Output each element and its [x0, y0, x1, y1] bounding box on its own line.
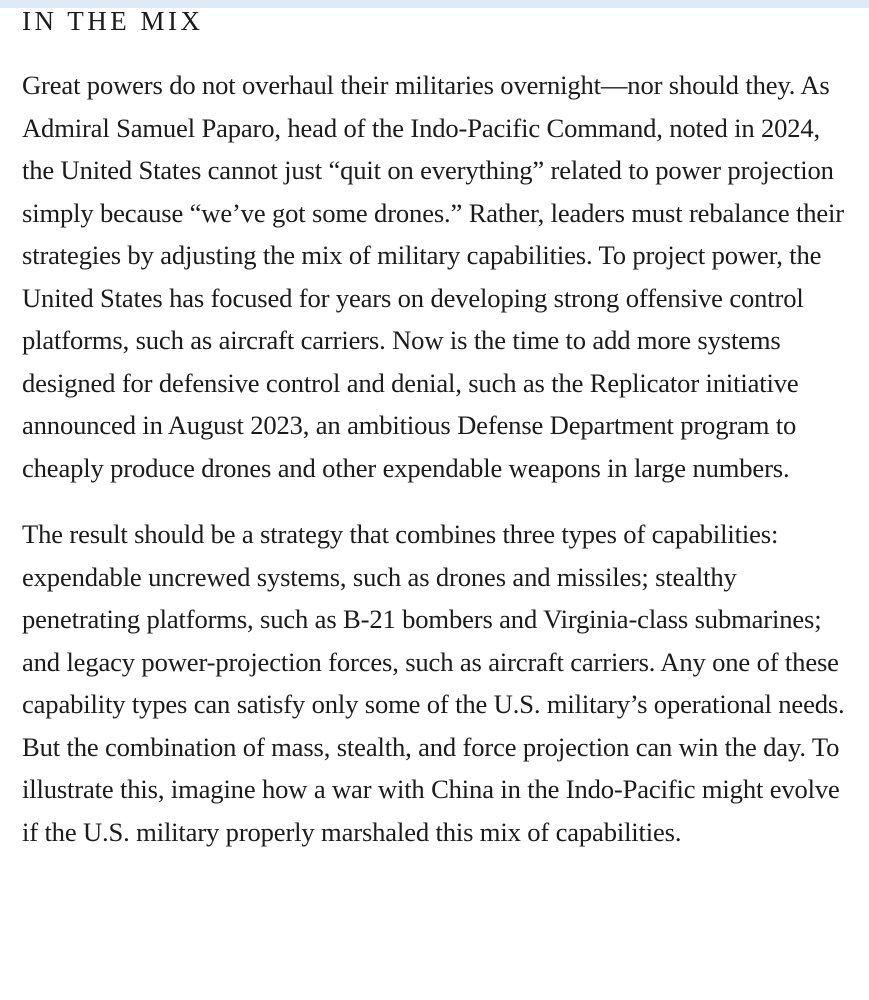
article-body	[22, 0, 852, 853]
section-heading: IN THE MIX	[22, 6, 204, 36]
article-paragraph-1: Great powers do not overhaul their militaries overnight—nor should they. As Admiral Samuel Paparo, head of the Indo-Pacific Command, noted in 2024, the United States cannot just “quit on everything” related to power projection simply because “we’ve got some drones.” Rather, leaders must rebalance their strategies by adjusting the mix of military capabilities. To project power, the United States has focused for years on developing strong offensive control platforms, such as aircraft carriers. Now is the time to add more systems designed for defensive control and denial, such as the Replicator initiative announced in August 2023, an ambitious Defense Department program to cheaply produce drones and other expendable weapons in large numbers.	[22, 70, 844, 483]
article-paragraph-2: The result should be a strategy that combines three types of capabilities: expendable uncrewed systems, such as drones and missiles; stealthy penetrating platforms, such as B-21 bombers and Virginia-class submarines; and legacy power-projection forces, such as aircraft carriers. Any one of these capability types can satisfy only some of the U.S. military’s operational needs. But the combination of mass, stealth, and force projection can win the day. To illustrate this, imagine how a war with China in the Indo-Pacific might evolve if the U.S. military properly marshaled this mix of capabilities.	[22, 519, 845, 847]
